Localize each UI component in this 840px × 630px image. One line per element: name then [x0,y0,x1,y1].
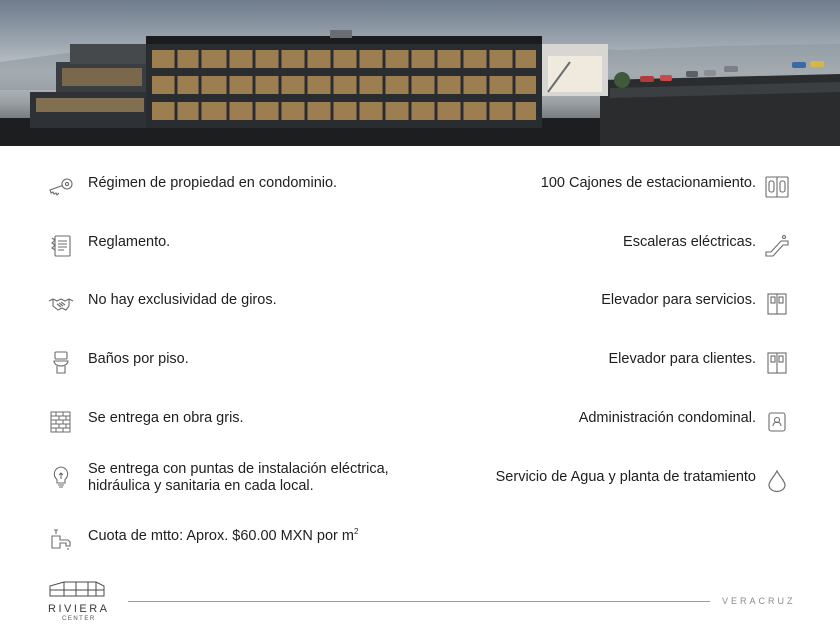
feature-escalators [623,234,790,258]
feature-administration [579,410,790,434]
footer-city: VERACRUZ [722,596,796,606]
fee-text: Cuota de mtto: Aprox. $60.00 MXN por m [88,528,354,544]
superscript-two: 2 [353,527,359,536]
logo-word: RIVIERA [48,603,110,615]
handshake-icon [48,292,74,316]
feature-text: Servicio de Agua y planta de tratamiento [495,469,756,485]
feature-installations [48,461,389,495]
feature-water-service [496,469,790,493]
feature-text: 100 Cajones de estacionamiento. [540,175,756,191]
feature-condominium-regime [48,175,337,199]
footer-divider [128,601,710,602]
feature-text [88,528,358,545]
feature-text-line2: hidráulica y sanitaria en cada local. [88,478,314,494]
feature-regulation [48,234,170,258]
water-drop-icon [764,469,790,493]
lightbulb-icon [48,465,74,489]
feature-text: Baños por piso. [88,351,189,367]
administration-icon [764,410,790,434]
service-elevator-icon [764,292,790,316]
feature-bathrooms [48,351,189,375]
brick-wall-icon [48,410,74,434]
parking-cars-icon [764,175,790,199]
feature-text: No hay exclusividad de giros. [88,292,277,308]
regulation-document-icon [48,234,74,258]
key-icon [48,175,74,199]
feature-text [88,461,389,495]
building-render-illustration [0,0,840,146]
toilet-icon [48,351,74,375]
feature-maintenance-fee [48,528,358,552]
feature-text: Elevador para clientes. [608,351,756,367]
faucet-icon [48,528,74,552]
feature-gray-work [48,410,244,434]
feature-text-line1: Se entrega con puntas de instalación eléctrica, [88,461,389,477]
client-elevator-icon [764,351,790,375]
feature-text: Escaleras eléctricas. [623,234,756,250]
escalator-icon [764,234,790,258]
feature-text: Régimen de propiedad en condominio. [88,175,338,191]
feature-client-elevator [609,351,791,375]
feature-text: Se entrega en obra gris. [88,410,244,426]
building-render-image [0,0,840,146]
feature-parking [541,175,790,199]
feature-text: Reglamento. [88,234,171,250]
feature-service-elevator [601,292,790,316]
feature-text: Elevador para servicios. [601,292,756,308]
logo-subword: CENTER [62,616,96,622]
feature-no-exclusivity [48,292,277,316]
feature-text: Administración condominal. [578,410,756,426]
